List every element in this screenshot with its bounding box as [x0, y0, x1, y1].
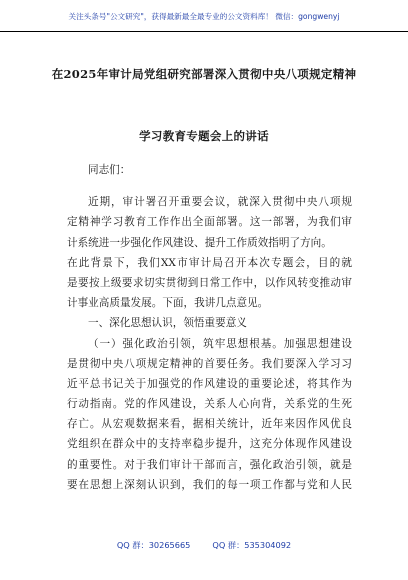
- document-body: [67, 160, 352, 495]
- paragraph-line: 近平总书记关于加强党的作风建设的重要论述，将其作为: [67, 377, 352, 390]
- paragraph-line: 存亡。从宏观数据来看，据相关统计，近年来因作风优良: [67, 418, 352, 431]
- salutation: 同志们：: [88, 164, 131, 176]
- paragraph-line: 是要按上级要求切实贯彻到日常工作中，以作风转变推动审: [67, 276, 352, 289]
- document-title-line-2: 学习教育专题会上的讲话: [139, 129, 269, 143]
- paragraph-line: 行动指南。党的作风建设，关系人心向背，关系党的生死: [67, 398, 352, 411]
- paragraph-line: 是贯彻中央八项规定精神的首要任务。我们要深入学习习: [67, 357, 352, 370]
- paragraph-line: 要在思想上深刻认识到，我们的每一项工作都与党和人民: [67, 478, 352, 491]
- subsection-heading-line: （一）强化政治引领，筑牢思想根基。加强思想建设: [88, 337, 352, 350]
- paragraph-line: 的重要性。对于我们审计干部而言，强化政治引领，就是: [67, 458, 352, 471]
- header-divider: [0, 31, 408, 32]
- paragraph-line: 在此背景下，我们XX市审计局召开本次专题会，目的就: [67, 256, 352, 269]
- paragraph-line: 计事业高质量发展。下面，我讲几点意见。: [67, 297, 269, 310]
- paragraph-line: 定精神学习教育工作作出全面部署。这一部署，为我们审: [67, 216, 352, 229]
- footer-qq-group-2: QQ 群：535304092: [212, 540, 292, 550]
- header-banner: 关注头条号"公文研究"，获得最新最全最专业的公文资料库！ 微信：gongwenyj: [68, 12, 340, 21]
- footer-contact: [0, 538, 408, 552]
- paragraph-line: 计系统进一步强化作风建设、提升工作质效指明了方向。: [67, 236, 332, 249]
- section-heading: 一、深化思想认识，领悟重要意义: [88, 317, 247, 330]
- document-title-line-1: 在2025年审计局党组研究部署深入贯彻中央八项规定精神: [51, 67, 357, 81]
- footer-qq-group-1: QQ 群：30265665: [116, 540, 191, 550]
- paragraph-line: 党组织在群众中的支持率稳步提升，这充分体现作风建设: [67, 438, 352, 451]
- paragraph-line: 近期，审计署召开重要会议，就深入贯彻中央八项规: [88, 196, 352, 209]
